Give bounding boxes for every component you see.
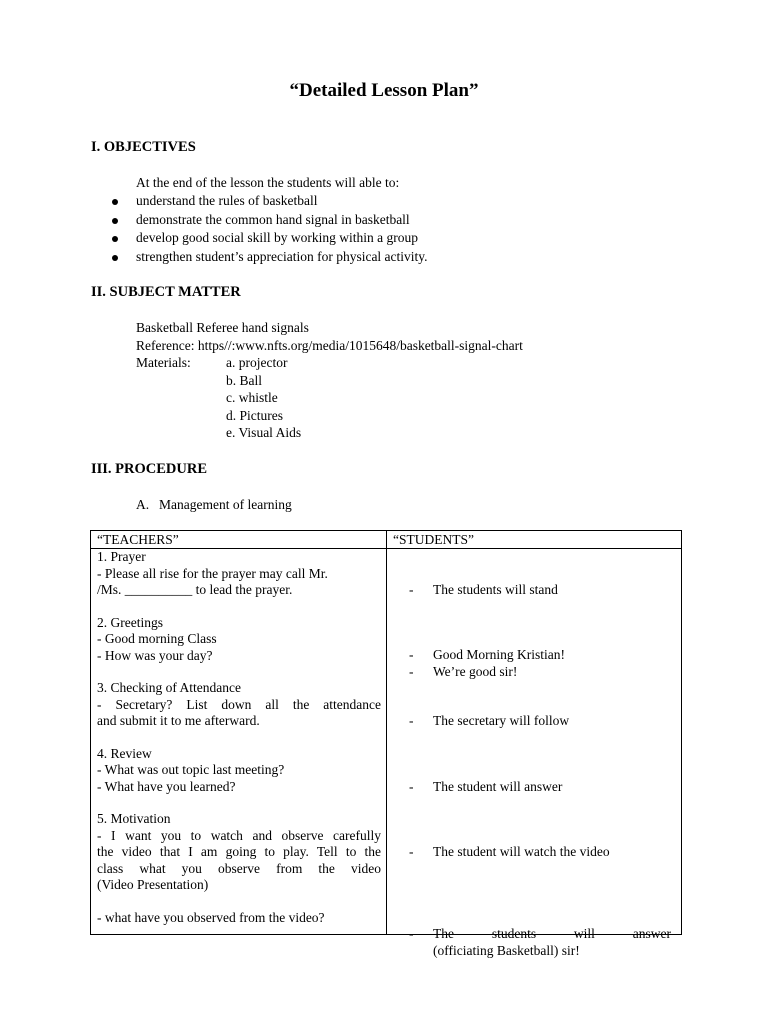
teacher-block-prayer: 1. Prayer - Please all rise for the prayer may call Mr. /Ms. __________ to lead the prayer. xyxy=(97,549,328,597)
procedure-subsection xyxy=(136,496,292,514)
teachers-column-header: “TEACHERS” xyxy=(91,531,387,549)
material-item: c. whistle xyxy=(226,390,278,405)
procedure-heading: III. PROCEDURE xyxy=(91,461,208,477)
objective-item: demonstrate the common hand signal in basketball xyxy=(112,211,428,230)
student-response: - Good Morning Kristian! xyxy=(409,647,565,662)
materials-label: Materials: xyxy=(136,355,191,370)
objective-item: develop good social skill by working within a group xyxy=(112,229,428,248)
student-response: - The student will watch the video xyxy=(409,844,610,859)
students-cell xyxy=(387,549,682,958)
student-response: - We’re good sir! xyxy=(409,664,518,679)
subject-reference: Reference: https//:www.nfts.org/media/1015648/basketball-signal-chart xyxy=(136,337,523,353)
subject-matter-heading: II. SUBJECT MATTER xyxy=(91,284,241,300)
teachers-cell xyxy=(91,549,387,935)
bullet-icon xyxy=(112,199,118,205)
material-item: b. Ball xyxy=(226,372,262,388)
student-response: - The student will answer xyxy=(409,779,563,794)
objective-item: strengthen student’s appreciation for physical activity. xyxy=(112,248,428,267)
student-response: - The students will answer (officiating Basketball) sir! xyxy=(409,926,671,958)
teacher-block-observation: - what have you observed from the video? xyxy=(97,909,325,925)
table-header-row xyxy=(91,531,682,549)
subject-topic: Basketball Referee hand signals xyxy=(136,320,309,335)
objectives-intro: At the end of the lesson the students will able to: xyxy=(136,175,400,190)
teacher-block-review: 4. Review - What was out topic last meeting? - What have you learned? xyxy=(97,745,285,794)
materials-list xyxy=(226,354,301,442)
material-item: d. Pictures xyxy=(226,407,283,423)
subject-matter-body xyxy=(136,319,523,372)
student-response: - The secretary will follow xyxy=(409,713,570,728)
table-row xyxy=(91,549,682,935)
material-item: a. projector xyxy=(226,355,288,370)
material-item: e. Visual Aids xyxy=(226,425,302,440)
teacher-block-greetings: 2. Greetings - Good morning Class - How was your day? xyxy=(97,614,217,663)
objective-item: understand the rules of basketball xyxy=(112,192,428,211)
objectives-heading: I. OBJECTIVES xyxy=(91,139,196,155)
student-response: - The students will stand xyxy=(409,582,558,597)
teacher-block-attendance: 3. Checking of Attendance - Secretary? List down all the attendance and submit it to me afterward. xyxy=(97,680,381,728)
teacher-block-motivation: 5. Motivation - I want you to watch and observe carefully the video that I am going to play. Tell to the class what you observe from the video (Video Presentation) xyxy=(97,811,381,892)
document-title: “Detailed Lesson Plan” xyxy=(289,80,479,101)
students-column-header: “STUDENTS” xyxy=(387,531,682,549)
objectives-list xyxy=(112,192,428,267)
bullet-icon xyxy=(112,255,118,261)
bullet-icon xyxy=(112,236,118,242)
lesson-plan-table xyxy=(90,530,682,958)
subsection-letter: A. xyxy=(136,497,150,512)
bullet-icon xyxy=(112,218,118,224)
subsection-title: Management of learning xyxy=(159,497,292,512)
